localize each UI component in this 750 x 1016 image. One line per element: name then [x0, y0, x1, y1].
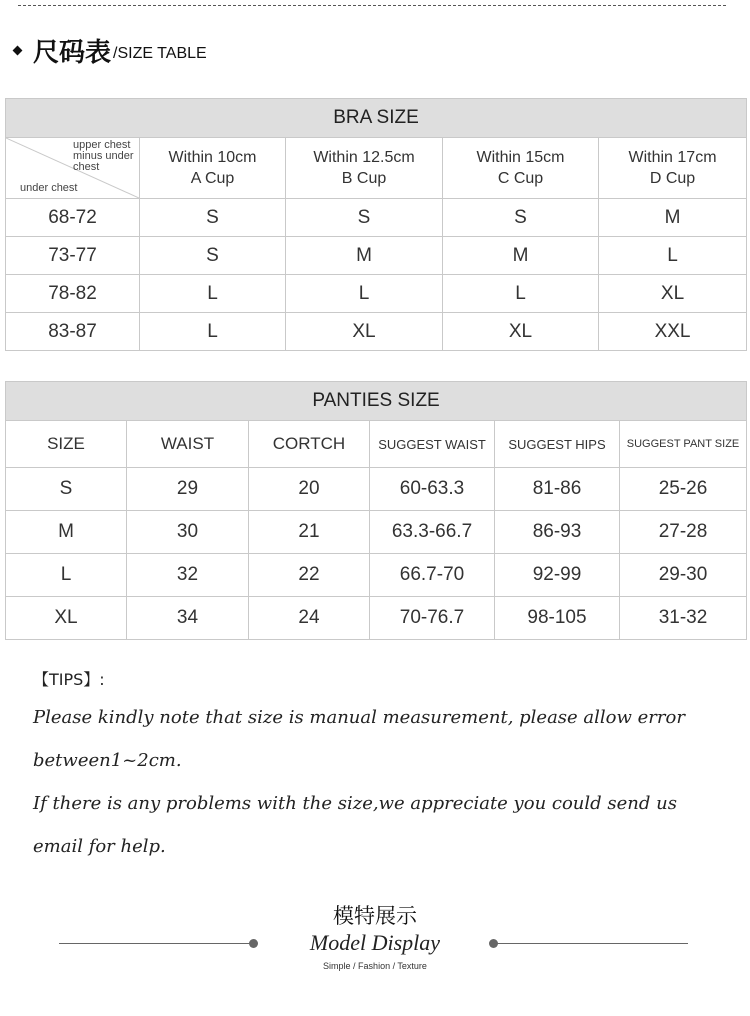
- panties-col-header: WAIST: [127, 421, 249, 468]
- size-table-heading: [14, 30, 207, 70]
- tips-line: If there is any problems with the size,we appreciate you could send us: [33, 793, 677, 814]
- tips-line: between1~2cm.: [33, 750, 182, 771]
- bra-col-header: Within 15cm C Cup: [443, 138, 599, 199]
- table-row: M 30 21 63.3-66.7 86-93 27-28: [6, 511, 747, 554]
- model-display-subtitle: Simple / Fashion / Texture: [323, 961, 427, 971]
- model-display-title-cn: 模特展示: [333, 904, 417, 928]
- table-row: 68-72 S S S M: [6, 199, 747, 237]
- panties-col-header: SUGGEST WAIST: [370, 421, 495, 468]
- corner-label-under: under chest: [20, 182, 78, 194]
- heading-chinese: 尺码表: [33, 37, 112, 68]
- table-row: 83-87 L XL XL XXL: [6, 313, 747, 351]
- table-row: XL 34 24 70-76.7 98-105 31-32: [6, 597, 747, 640]
- panties-col-header: CORTCH: [249, 421, 370, 468]
- bra-corner-cell: [6, 138, 140, 199]
- diamond-bullet-icon: [13, 45, 23, 55]
- tips-label: 【TIPS】:: [33, 670, 105, 689]
- heading-english: /SIZE TABLE: [113, 45, 207, 62]
- panties-col-header: SUGGEST PANT SIZE: [620, 421, 747, 468]
- table-row: 78-82 L L L XL: [6, 275, 747, 313]
- tips-line: email for help.: [33, 836, 166, 857]
- model-display-title-en: Model Display: [309, 930, 441, 955]
- panties-size-caption: PANTIES SIZE: [6, 382, 747, 421]
- bra-col-header: Within 12.5cm B Cup: [286, 138, 443, 199]
- table-row: L 32 22 66.7-70 92-99 29-30: [6, 554, 747, 597]
- top-dashed-divider: [18, 5, 726, 6]
- tips-section: [33, 664, 723, 868]
- table-row: S 29 20 60-63.3 81-86 25-26: [6, 468, 747, 511]
- bra-col-header: Within 10cm A Cup: [140, 138, 286, 199]
- table-row: 73-77 S M M L: [6, 237, 747, 275]
- tips-line: Please kindly note that size is manual measurement, please allow error: [33, 707, 685, 728]
- panties-col-header: SIZE: [6, 421, 127, 468]
- panties-size-table: [5, 381, 747, 640]
- bra-size-table: [5, 98, 747, 351]
- bra-col-header: Within 17cm D Cup: [599, 138, 747, 199]
- corner-label-upper: upper chest minus under chest: [73, 139, 134, 173]
- panties-col-header: SUGGEST HIPS: [495, 421, 620, 468]
- bra-size-caption: BRA SIZE: [6, 99, 747, 138]
